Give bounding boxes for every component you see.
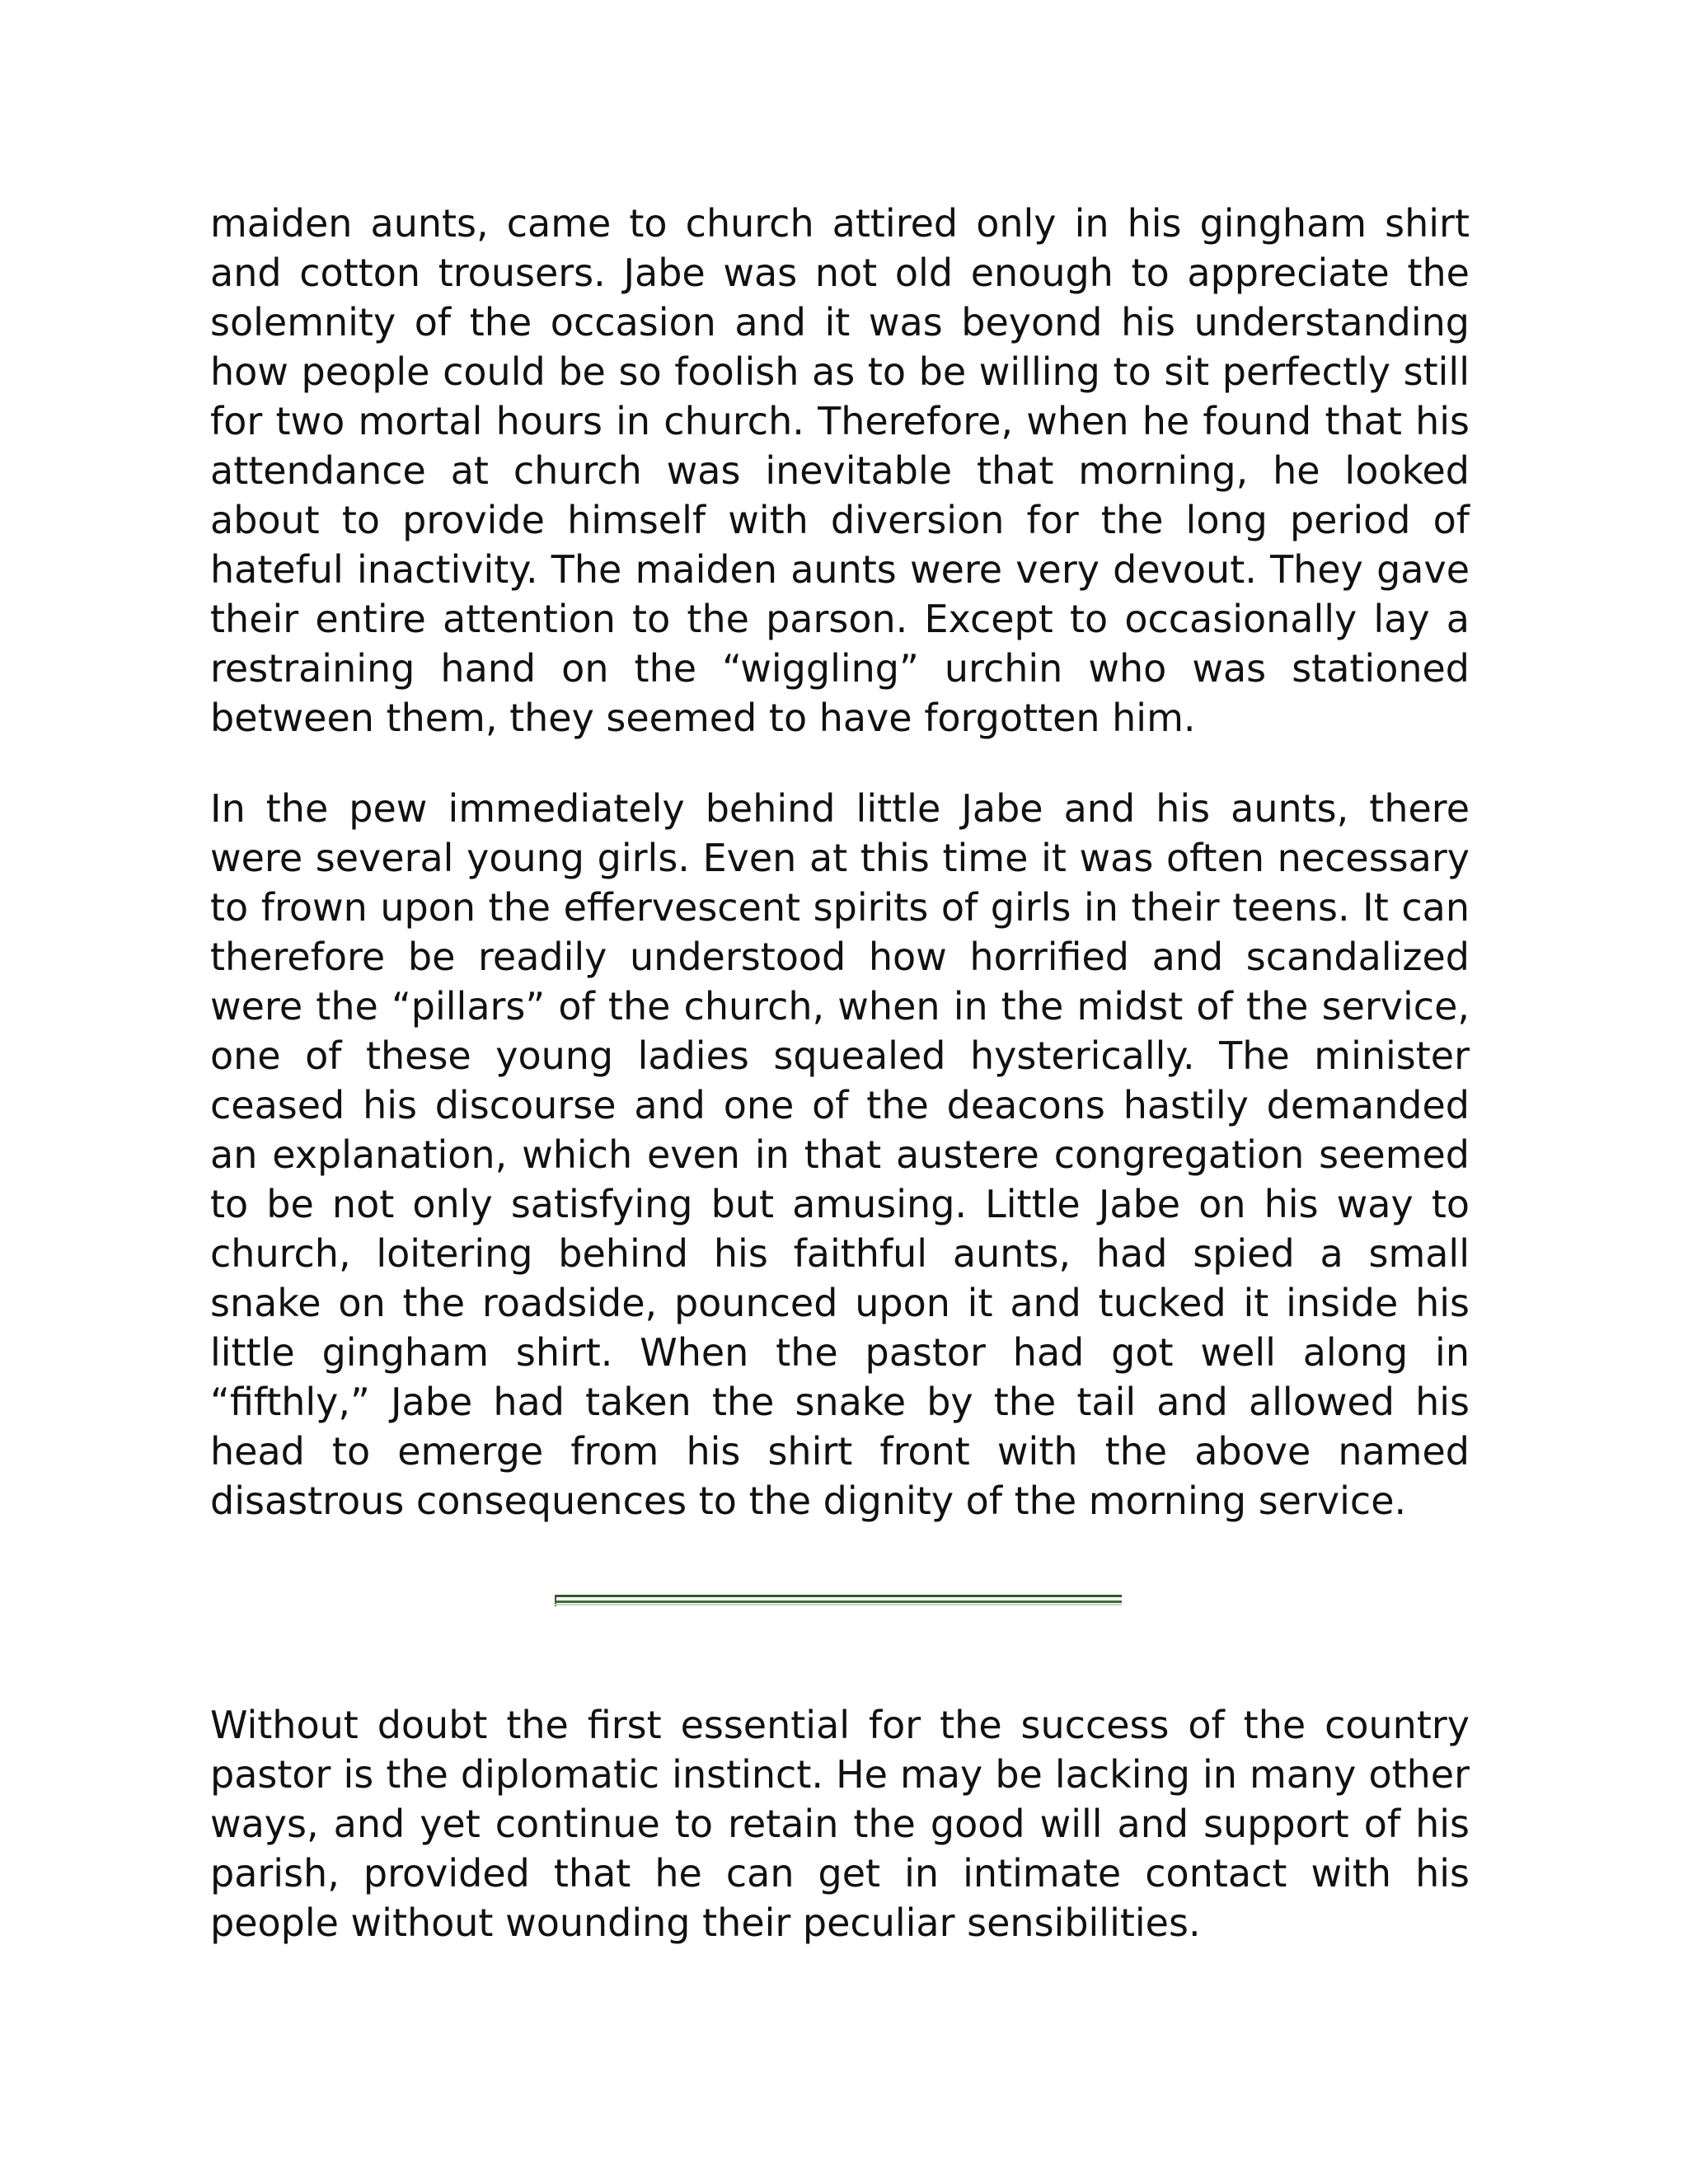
paragraph-3: Without doubt the first essential for the success of the country pastor is the diplomatic instinct. He may be lacking in many other ways, and yet continue to retain the good will and support of his parish, provided that he can get in intimate contact with his people without wounding their peculiar sensibilities. xyxy=(210,1703,1470,1945)
paragraph-2-container xyxy=(210,784,1470,1526)
divider-line-top xyxy=(555,1595,1122,1597)
paragraph-1: maiden aunts, came to church attired only in his gingham shirt and cotton trousers. Jabe was not old enough to appreciate the solemnity of the occasion and it was beyond his understanding how people could be so foolish as to be willing to sit perfectly still for two mortal hours in church. Therefore, when he found that his attendance at church was inevitable that morning, he looked about to provide himself with diversion for the long period of hateful inactivity. The maiden aunts were very devout. They gave their entire attention to the parson. Except to occasionally lay a restraining hand on the “wiggling” urchin who was stationed between them, they seemed to have forgotten him. xyxy=(210,201,1470,740)
paragraph-3-container xyxy=(210,1700,1470,1947)
divider-line-bottom xyxy=(555,1601,1122,1603)
section-divider xyxy=(555,1595,1122,1606)
paragraph-2: In the pew immediately behind little Jabe and his aunts, there were several young girls. Even at this time it was often necessary to frown upon the effervescent spirits of girls in their teens. It can therefore be readily understood how horrified and scandalized were the “pillars” of the church, when in the midst of the service, one of these young ladies squealed hysterically. The minister ceased his discourse and one of the deacons hastily demanded an explanation, which even in that austere congregation seemed to be not only satisfying but amusing. Little Jabe on his way to church, loitering behind his faithful aunts, had spied a small snake on the roadside, pounced upon it and tucked it inside his little gingham shirt. When the pastor had got well along in “fifthly,” Jabe had taken the snake by the tail and allowed his head to emerge from his shirt front with the above named disastrous consequences to the dignity of the morning service. xyxy=(210,786,1470,1523)
paragraph-1-container xyxy=(210,199,1470,743)
divider-shadow xyxy=(555,1604,1122,1605)
